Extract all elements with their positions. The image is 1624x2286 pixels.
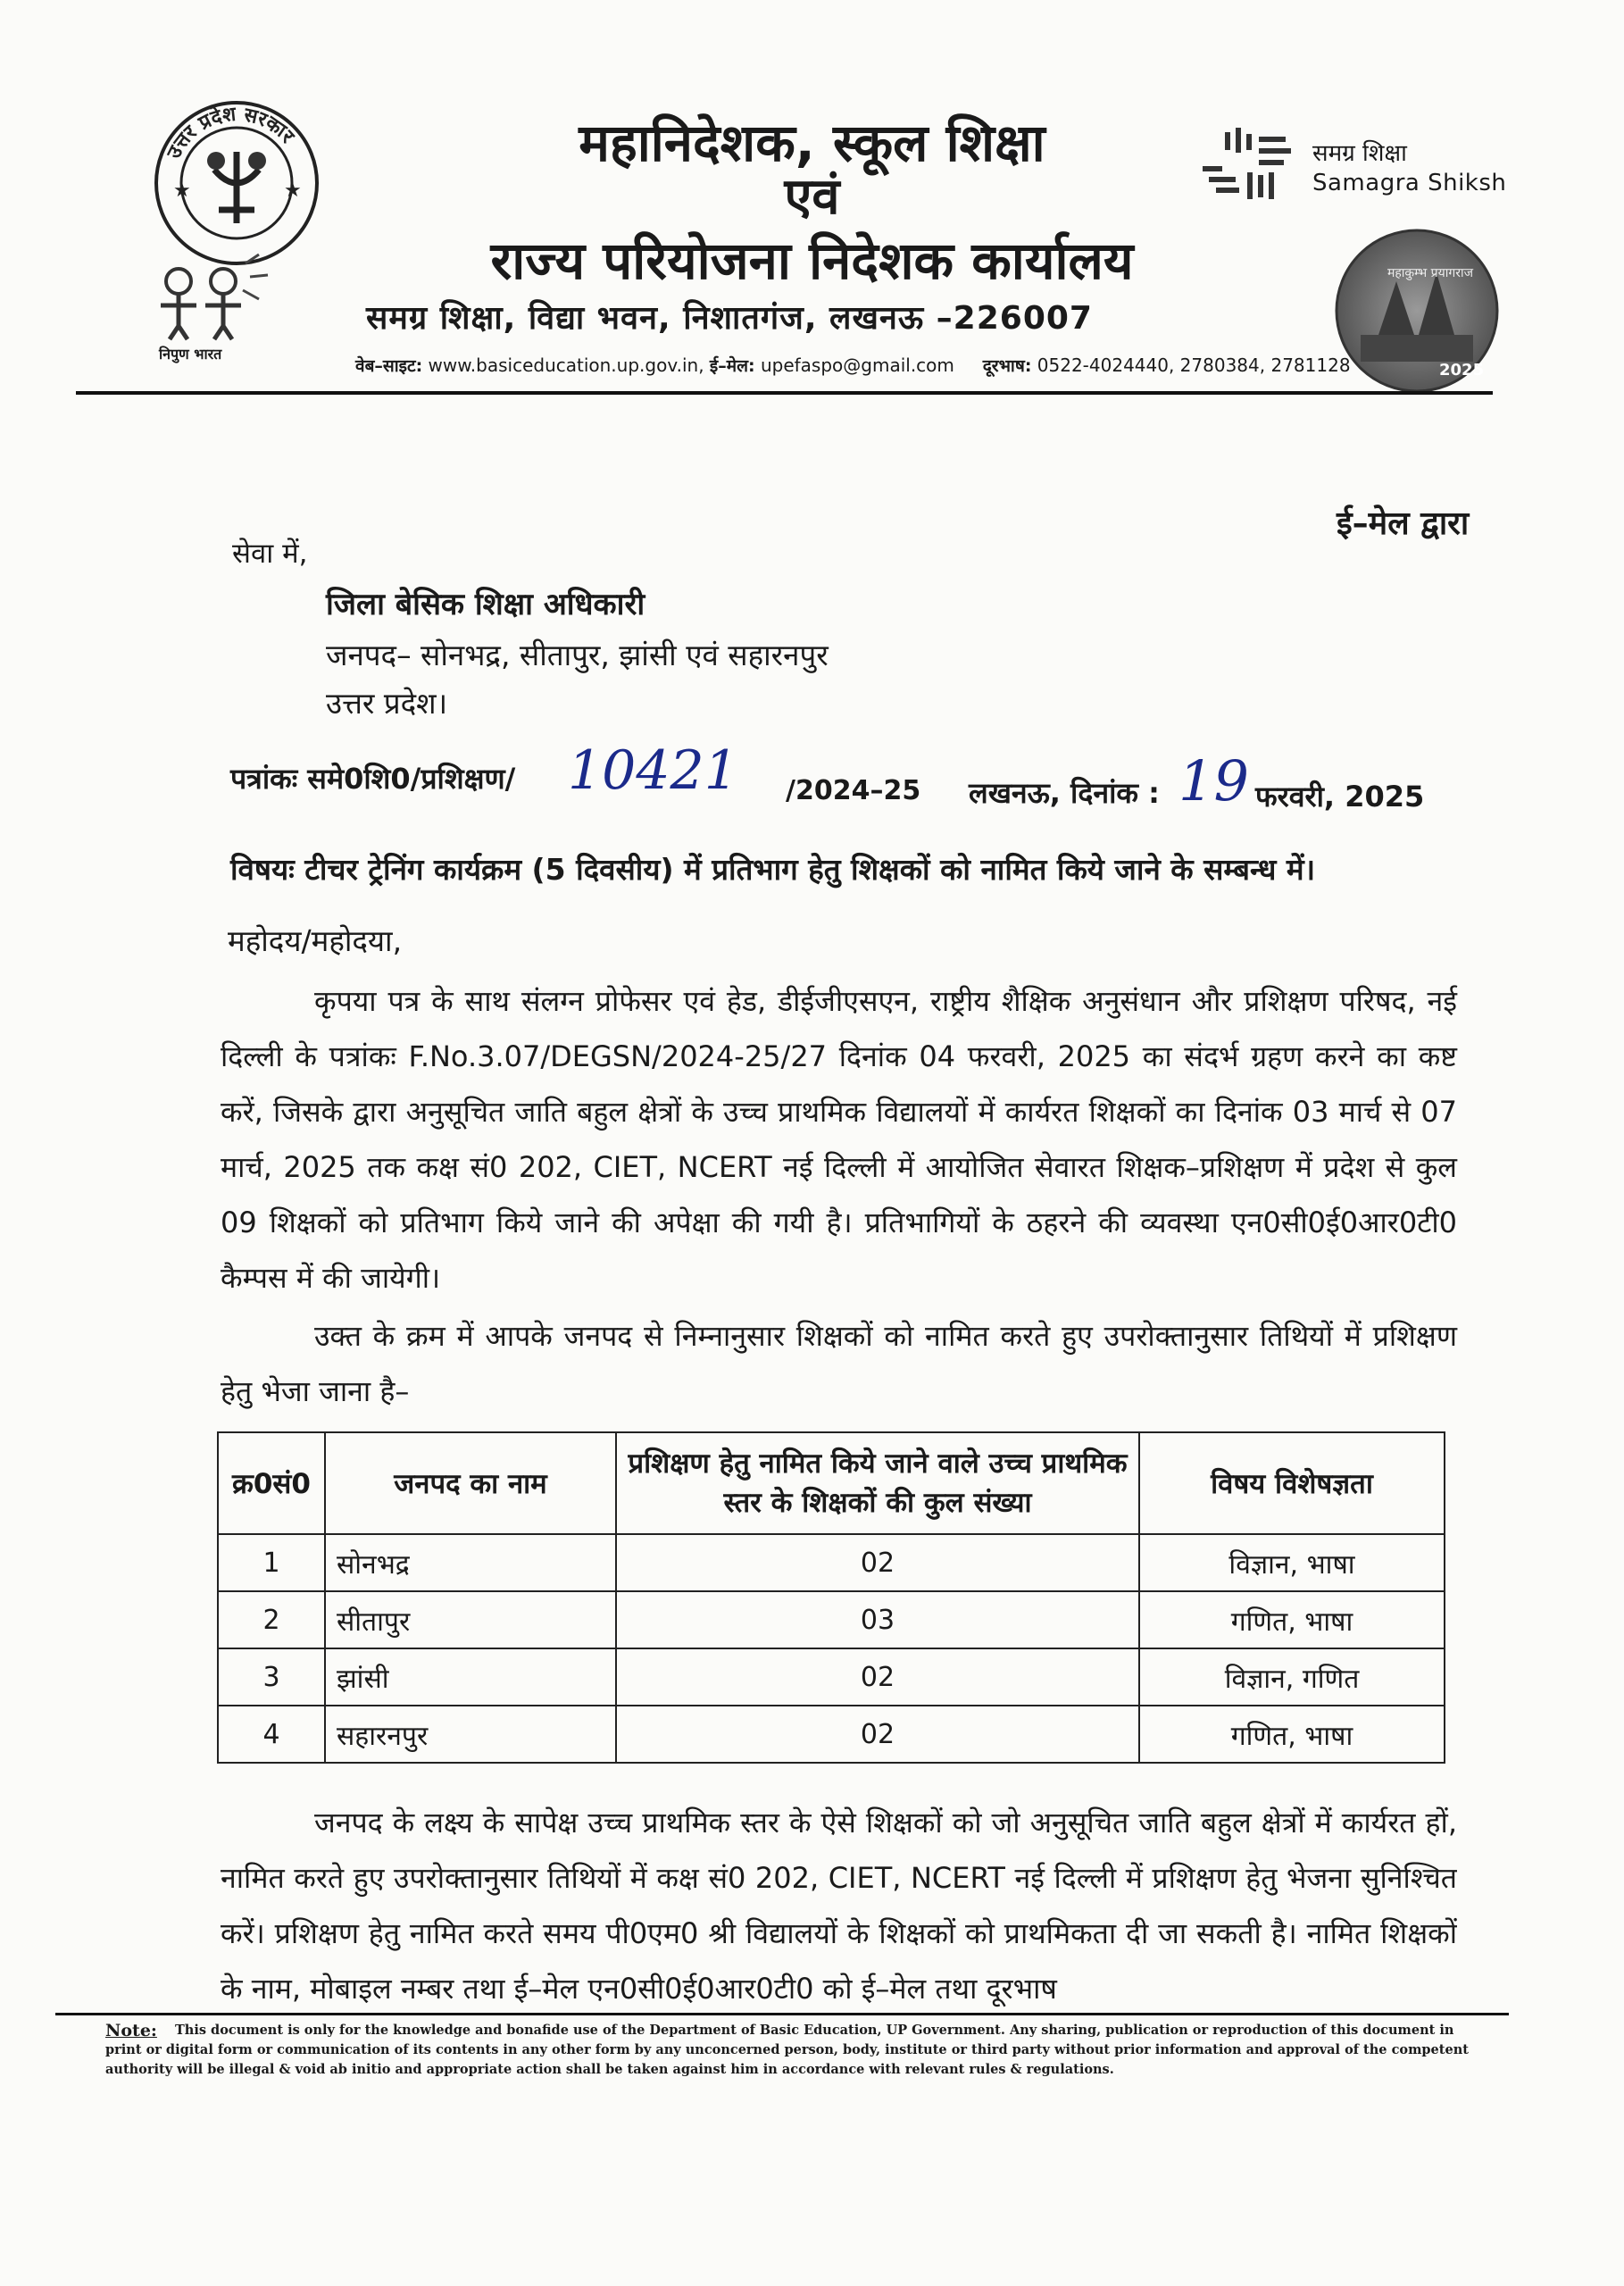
subject-line: विषयः टीचर ट्रेनिंग कार्यक्रम (5 दिवसीय) में प्रतिभाग हेतु शिक्षकों को नामित किये जाने के सम्बन्ध में। bbox=[230, 852, 1316, 887]
footer-divider bbox=[55, 2013, 1509, 2015]
emblem-text: उत्तर प्रदेश सरकार bbox=[162, 103, 299, 163]
kumbh-year: 2025 bbox=[1439, 361, 1485, 380]
recipient-districts: जनपद– सोनभद्र, सीतापुर, झांसी एवं सहारनपुर bbox=[326, 638, 829, 672]
cell-subject: गणित, भाषा bbox=[1139, 1591, 1445, 1648]
teacher-nomination-table bbox=[217, 1431, 1445, 1764]
header-subject: विषय विशेषज्ञता bbox=[1139, 1432, 1445, 1534]
cell-serial: 1 bbox=[218, 1534, 325, 1591]
paragraph-3-text: जनपद के लक्ष्य के सापेक्ष उच्च प्राथमिक स्तर के ऐसे शिक्षकों को जो अनुसूचित जाति बहुल क्षेत्रों में कार्यरत हों, नामित करते हुए उपरोक्तानुसार तिथियों में कक्ष सं0 202, CIET, NCERT नई दिल्ली में प्रशिक्षण हेतु भेजना सुनिश्चित करें। प्रशिक्षण हेतु नामित करते समय पी0एम0 श्री विद्यालयों के शिक्षकों को प्राथमिकता दी जा सकती है। नामित शिक्षकों के नाम, मोबाइल नम्बर तथा ई–मेल एन0सी0ई0आर0टी0 को ई–मेल तथा दूरभाष bbox=[221, 1806, 1457, 2006]
recipient-state: उत्तर प्रदेश। bbox=[326, 686, 448, 721]
delivery-mode: ई–मेल द्वारा bbox=[1337, 505, 1470, 542]
email-link[interactable]: upefaspo@gmail.com bbox=[760, 355, 954, 376]
samagra-shiksha-english: Samagra Shiksh bbox=[1312, 170, 1507, 196]
date-day-handwritten: 19 bbox=[1178, 748, 1249, 813]
cell-subject: विज्ञान, गणित bbox=[1139, 1648, 1445, 1706]
greeting: महोदय/महोदया, bbox=[228, 923, 403, 958]
table-header-row bbox=[218, 1432, 1445, 1534]
office-title-line3: राज्य परियोजना निदेशक कार्यालय bbox=[490, 230, 1134, 291]
cell-serial: 3 bbox=[218, 1648, 325, 1706]
office-title-line1: महानिदेशक, स्कूल शिक्षा bbox=[579, 113, 1045, 173]
note-text: This document is only for the knowledge and bonafide use of the Department of Basic Education, UP Government. Any sharing, publication or reproduction of this document in print or digital form or communication of its contents in any other form by any unconcerned person, body, institute or third party without prior information and approval of the competent authority will be illegal & void ab initio and appropriate action shall be taken against him in accordance with relevant rules & regulations. bbox=[105, 2023, 1469, 2077]
samagra-shiksha-hindi: समग्र शिक्षा bbox=[1312, 140, 1407, 167]
phone-label: दूरभाष: bbox=[982, 356, 1032, 376]
header-teacher-count: प्रशिक्षण हेतु नामित किये जाने वाले उच्च प्राथमिक स्तर के शिक्षकों की कुल संख्या bbox=[616, 1432, 1139, 1534]
cell-subject: विज्ञान, भाषा bbox=[1139, 1534, 1445, 1591]
mahakumbh-2025-logo bbox=[1334, 228, 1500, 394]
table-row bbox=[218, 1534, 1445, 1591]
paragraph-3 bbox=[221, 1795, 1457, 2009]
paragraph-1-text: कृपया पत्र के साथ संलग्न प्रोफेसर एवं हेड, डीईजीएसएन, राष्ट्रीय शैक्षिक अनुसंधान और प्रशिक्षण परिषद, नई दिल्ली के पत्रांकः F.No.3.07/DEGSN/2024-25/27 दिनांक 04 फरवरी, 2025 का संदर्भ ग्रहण करने का कष्ट करें, जिसके द्वारा अनुसूचित जाति बहुल क्षेत्रों के उच्च प्राथमिक विद्यालयों में कार्यरत शिक्षकों का दिनांक 03 मार्च से 07 मार्च, 2025 तक कक्ष सं0 202, CIET, NCERT नई दिल्ली में आयोजित सेवारत शिक्षक–प्रशिक्षण में प्रदेश से कुल 09 शिक्षकों को प्रतिभाग किये जाने की अपेक्षा की गयी है। प्रतिभागियों के ठहरने की व्यवस्था एन0सी0ई0आर0टी0 कैम्पस में की जायेगी। bbox=[221, 984, 1457, 1295]
svg-text:★: ★ bbox=[284, 179, 302, 202]
note-label: Note: bbox=[105, 2021, 157, 2040]
phone-numbers: 0522-4024440, 2780384, 2781128 bbox=[1037, 355, 1351, 376]
cell-district: सोनभद्र bbox=[325, 1534, 616, 1591]
cell-district: झांसी bbox=[325, 1648, 616, 1706]
place-date-label: लखनऊ, दिनांक : bbox=[969, 776, 1160, 810]
email-label: ई–मेल: bbox=[709, 356, 755, 376]
table-row bbox=[218, 1706, 1445, 1763]
salutation-to: सेवा में, bbox=[232, 538, 308, 570]
office-address: समग्र शिक्षा, विद्या भवन, निशातगंज, लखनऊ –226007 bbox=[366, 300, 1093, 337]
date-month-year: फरवरी, 2025 bbox=[1255, 780, 1425, 813]
cell-count: 02 bbox=[616, 1534, 1139, 1591]
contact-line bbox=[355, 354, 1351, 377]
website-link[interactable]: www.basiceducation.up.gov.in, bbox=[428, 355, 704, 376]
cell-serial: 2 bbox=[218, 1591, 325, 1648]
website-label: वेब–साइट: bbox=[355, 356, 423, 376]
reference-number-handwritten: 10421 bbox=[568, 739, 738, 802]
reference-label: पत्रांकः समे0शि0/प्रशिक्षण/ bbox=[230, 762, 516, 796]
reference-year: /2024–25 bbox=[786, 775, 921, 806]
table-row bbox=[218, 1648, 1445, 1706]
cell-district: सहारनपुर bbox=[325, 1706, 616, 1763]
kumbh-text: महाकुम्भ प्रयागराज bbox=[1387, 266, 1474, 280]
cell-subject: गणित, भाषा bbox=[1139, 1706, 1445, 1763]
cell-count: 03 bbox=[616, 1591, 1139, 1648]
header-district: जनपद का नाम bbox=[325, 1432, 616, 1534]
svg-text:★: ★ bbox=[173, 179, 191, 202]
paragraph-1 bbox=[221, 973, 1457, 1306]
recipient-title: जिला बेसिक शिक्षा अधिकारी bbox=[326, 587, 645, 622]
header-divider bbox=[76, 391, 1493, 395]
nipun-bharat-text: निपुण भारत bbox=[159, 346, 222, 363]
paragraph-2 bbox=[221, 1308, 1457, 1419]
samagra-shiksha-logo bbox=[1198, 123, 1305, 213]
office-title-line2: एवं bbox=[784, 168, 840, 226]
cell-district: सीतापुर bbox=[325, 1591, 616, 1648]
table-row bbox=[218, 1591, 1445, 1648]
cell-serial: 4 bbox=[218, 1706, 325, 1763]
paragraph-2-text: उक्त के क्रम में आपके जनपद से निम्नानुसार शिक्षकों को नामित करते हुए उपरोक्तानुसार तिथियों में प्रशिक्षण हेतु भेजा जाना है– bbox=[221, 1319, 1457, 1408]
cell-count: 02 bbox=[616, 1648, 1139, 1706]
header-serial: क्र0सं0 bbox=[218, 1432, 325, 1534]
cell-count: 02 bbox=[616, 1706, 1139, 1763]
